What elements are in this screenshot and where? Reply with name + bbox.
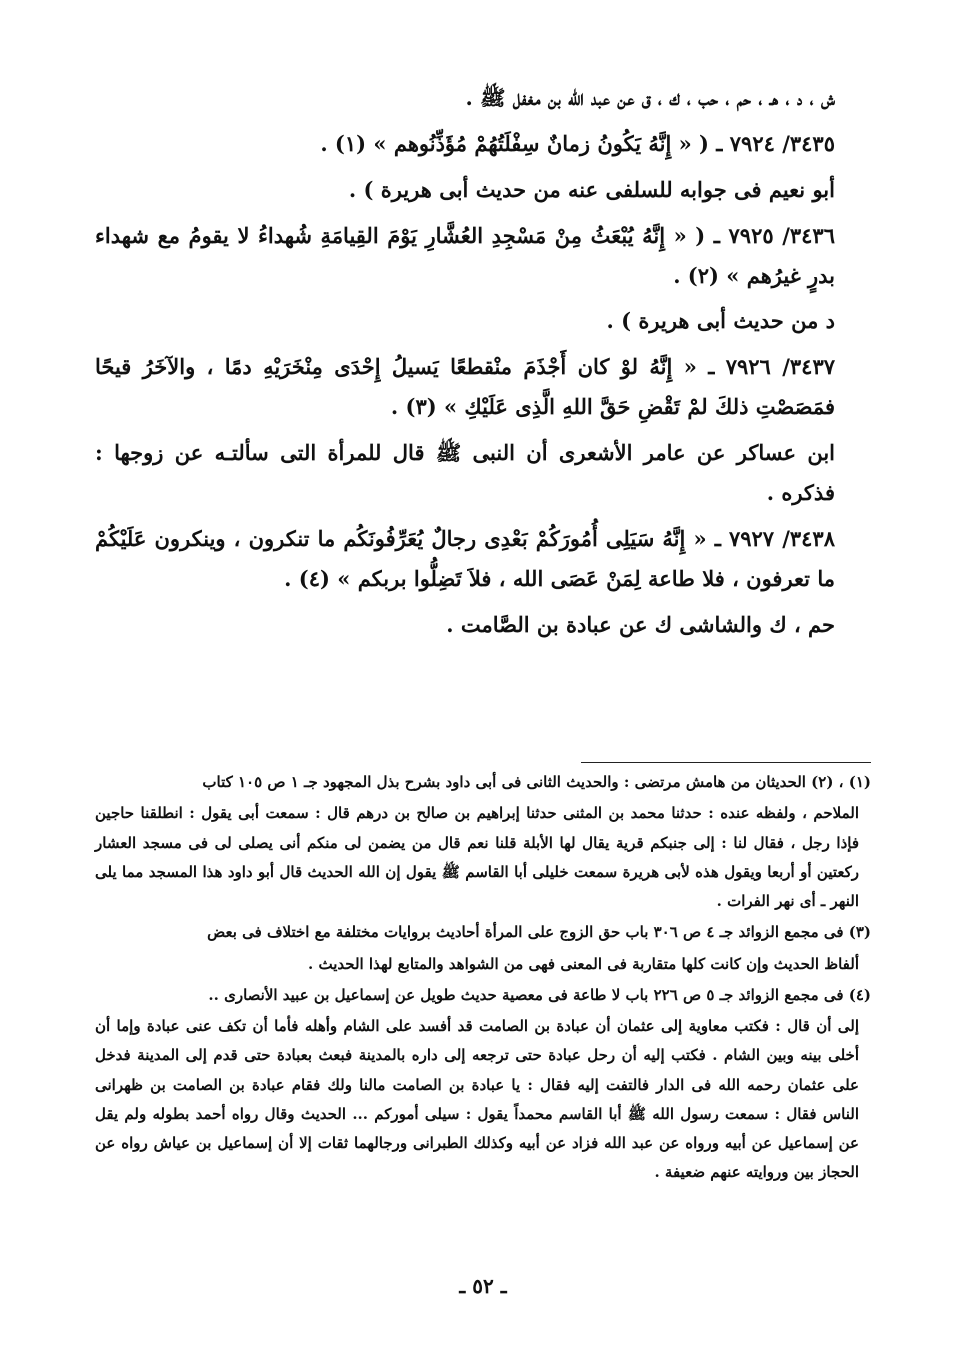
hadith-7927: ٣٤٣٨/ ٧٩٢٧ ـ « إِنَّهُ سَيَلِى أُمُورَكُمْ بَعْدِى رجالٌ يُعَرِّفُونَكُم ما تنكرون ، وينكرون عَلَيْكُمْ ما تعرفون ، فلا طاعة لِمَنْ عَصَى الله ، فلاَ تَضِلُّوا بربكم » (٤) . <box>95 525 835 591</box>
main-text <box>95 78 861 651</box>
source-line-3: د من حديث أبى هريرة ) . <box>606 308 835 334</box>
hadith-7926: ٣٤٣٧/ ٧٩٢٦ ـ « إِنَّهُ لوْ كان أَجْذَمَ منْقطعًا يَسيلُ إِحْدَى مِنْخَرَيْهِ دمًا ، والآخَرُ قيحًا فمَصَصْتِ ذلكَ لمْ تَقْضِ حَقَّ اللهِ الَّذِى عَلَيْكِ » (٣) . <box>95 354 836 420</box>
source-line-1: ش ، د ، هـ ، حم ، حب ، ك ، ق عن عبد الله بن مغفل ﷺ . <box>465 85 835 110</box>
hadith-7924: ٣٤٣٥/ ٧٩٢٤ ـ ( « إِنَّهُ يَكُونُ زمانٌ سِفْلَتُهُمْ مُؤَذِّنُوهم » (١) . <box>320 130 835 156</box>
footnote-1-2-body: الملاحم ، ولفظه عنده : حدثنا محمد بن المثنى حدثنا إبراهيم بن صالح بن درهم قال : سمعت أبى يقول : انطلقنا حاجين فإذا رجل ، فقال لنا : إلى جنبكم قرية يقال لها الأبلة قلنا نعم قال من يضمن لى منكم أنى يصلى لى فى مسجد العشار ركعتين أو أربعا ويقول هذه لأبى هريرة سمعت خليلى أبا القاسم ﷺ يقول إن الله الحديث قال أبو داود هذا المسجد مما يلى النهر ـ أى نهر الفرات . <box>95 804 859 910</box>
source-line-5: حم ، ك والشاشى ك عن عبادة بن الصَّامت . <box>446 611 835 637</box>
footnote-divider <box>581 762 871 763</box>
hadith-7925: ٣٤٣٦/ ٧٩٢٥ ـ ( « إِنَّهُ يُبْعَثُ مِنْ مَسْجِدِ العُشَّارِ يَوْمَ القِيامَةِ شُهداءُ لا يقومُ مع شهداء بدرٍ غيرُهم » (٢) . <box>95 222 835 288</box>
footnote-3-body: ألفاظ الحديث وإن كانت كلها متقاربة فى المعنى فهى من الشواهد والمتابع لهذا الحديث . <box>308 954 859 973</box>
footnote-1-2-head: (١) ، (٢) الحديثان من هامش مرتضى : والحديث الثانى فى أبى داود بشرح بذل المجهود جـ ١ ص ١٠٥ كتاب <box>202 773 871 791</box>
source-line-4: ابن عساكر عن عامر الأشعرى أن النبى ﷺ قال للمرأة التى سألتـه عن زوجها : فذكره . <box>95 440 835 506</box>
footnotes <box>95 768 871 1190</box>
footnote-3-head: (٣) فى مجمع الزوائد جـ ٤ ص ٣٠٦ باب حق الزوج على المرأة أحاديث بروايات مختلفة مع اختلاف فى بعض <box>207 923 871 942</box>
footnote-4-body: إلى أن قال : فكتب معاوية إلى عثمان أن عبادة بن الصامت قد أفسد على الشام وأهله فأما أن تكف عنى عبادة وإما أن أخلى بينه وبين الشام . فكتب إليه أن رحل عبادة حتى ترجعه إلى داره بالمدينة فبعث بعبادة حتى قدم إلى المدينة فدخل على عثمان رحمه الله فى الدار فالتفت إليه فقال : يا عبادة بن الصامت مالنا ولك فقام عبادة بن الصامت بن ظهرانى الناس فقال : سمعت رسول الله ﷺ أبا القاسم محمداً يقول : سيلى أموركم ... الحديث وقال رواه أحمد بطوله ولم يقل عن إسماعيل عن أبيه ورواه عن عبد الله فزاد عن أبيه وكذلك الطبرانى ورجالهما ثقات إلا أن إسماعيل بن عياش رواه عن الحجاز بين وروايته عنهم ضعيفة . <box>95 1017 859 1182</box>
source-line-2: أبو نعيم فى جوابه للسلفى عنه من حديث أبى هريرة ) . <box>348 176 835 202</box>
footnote-4-head: (٤) فى مجمع الزوائد جـ ٥ ص ٢٢٦ باب لا طاعة فى معصية حديث طويل عن إسماعيل بن عبيد الأنصارى .. <box>208 985 871 1004</box>
page-number: ـ ٥٢ ـ <box>459 1274 507 1298</box>
